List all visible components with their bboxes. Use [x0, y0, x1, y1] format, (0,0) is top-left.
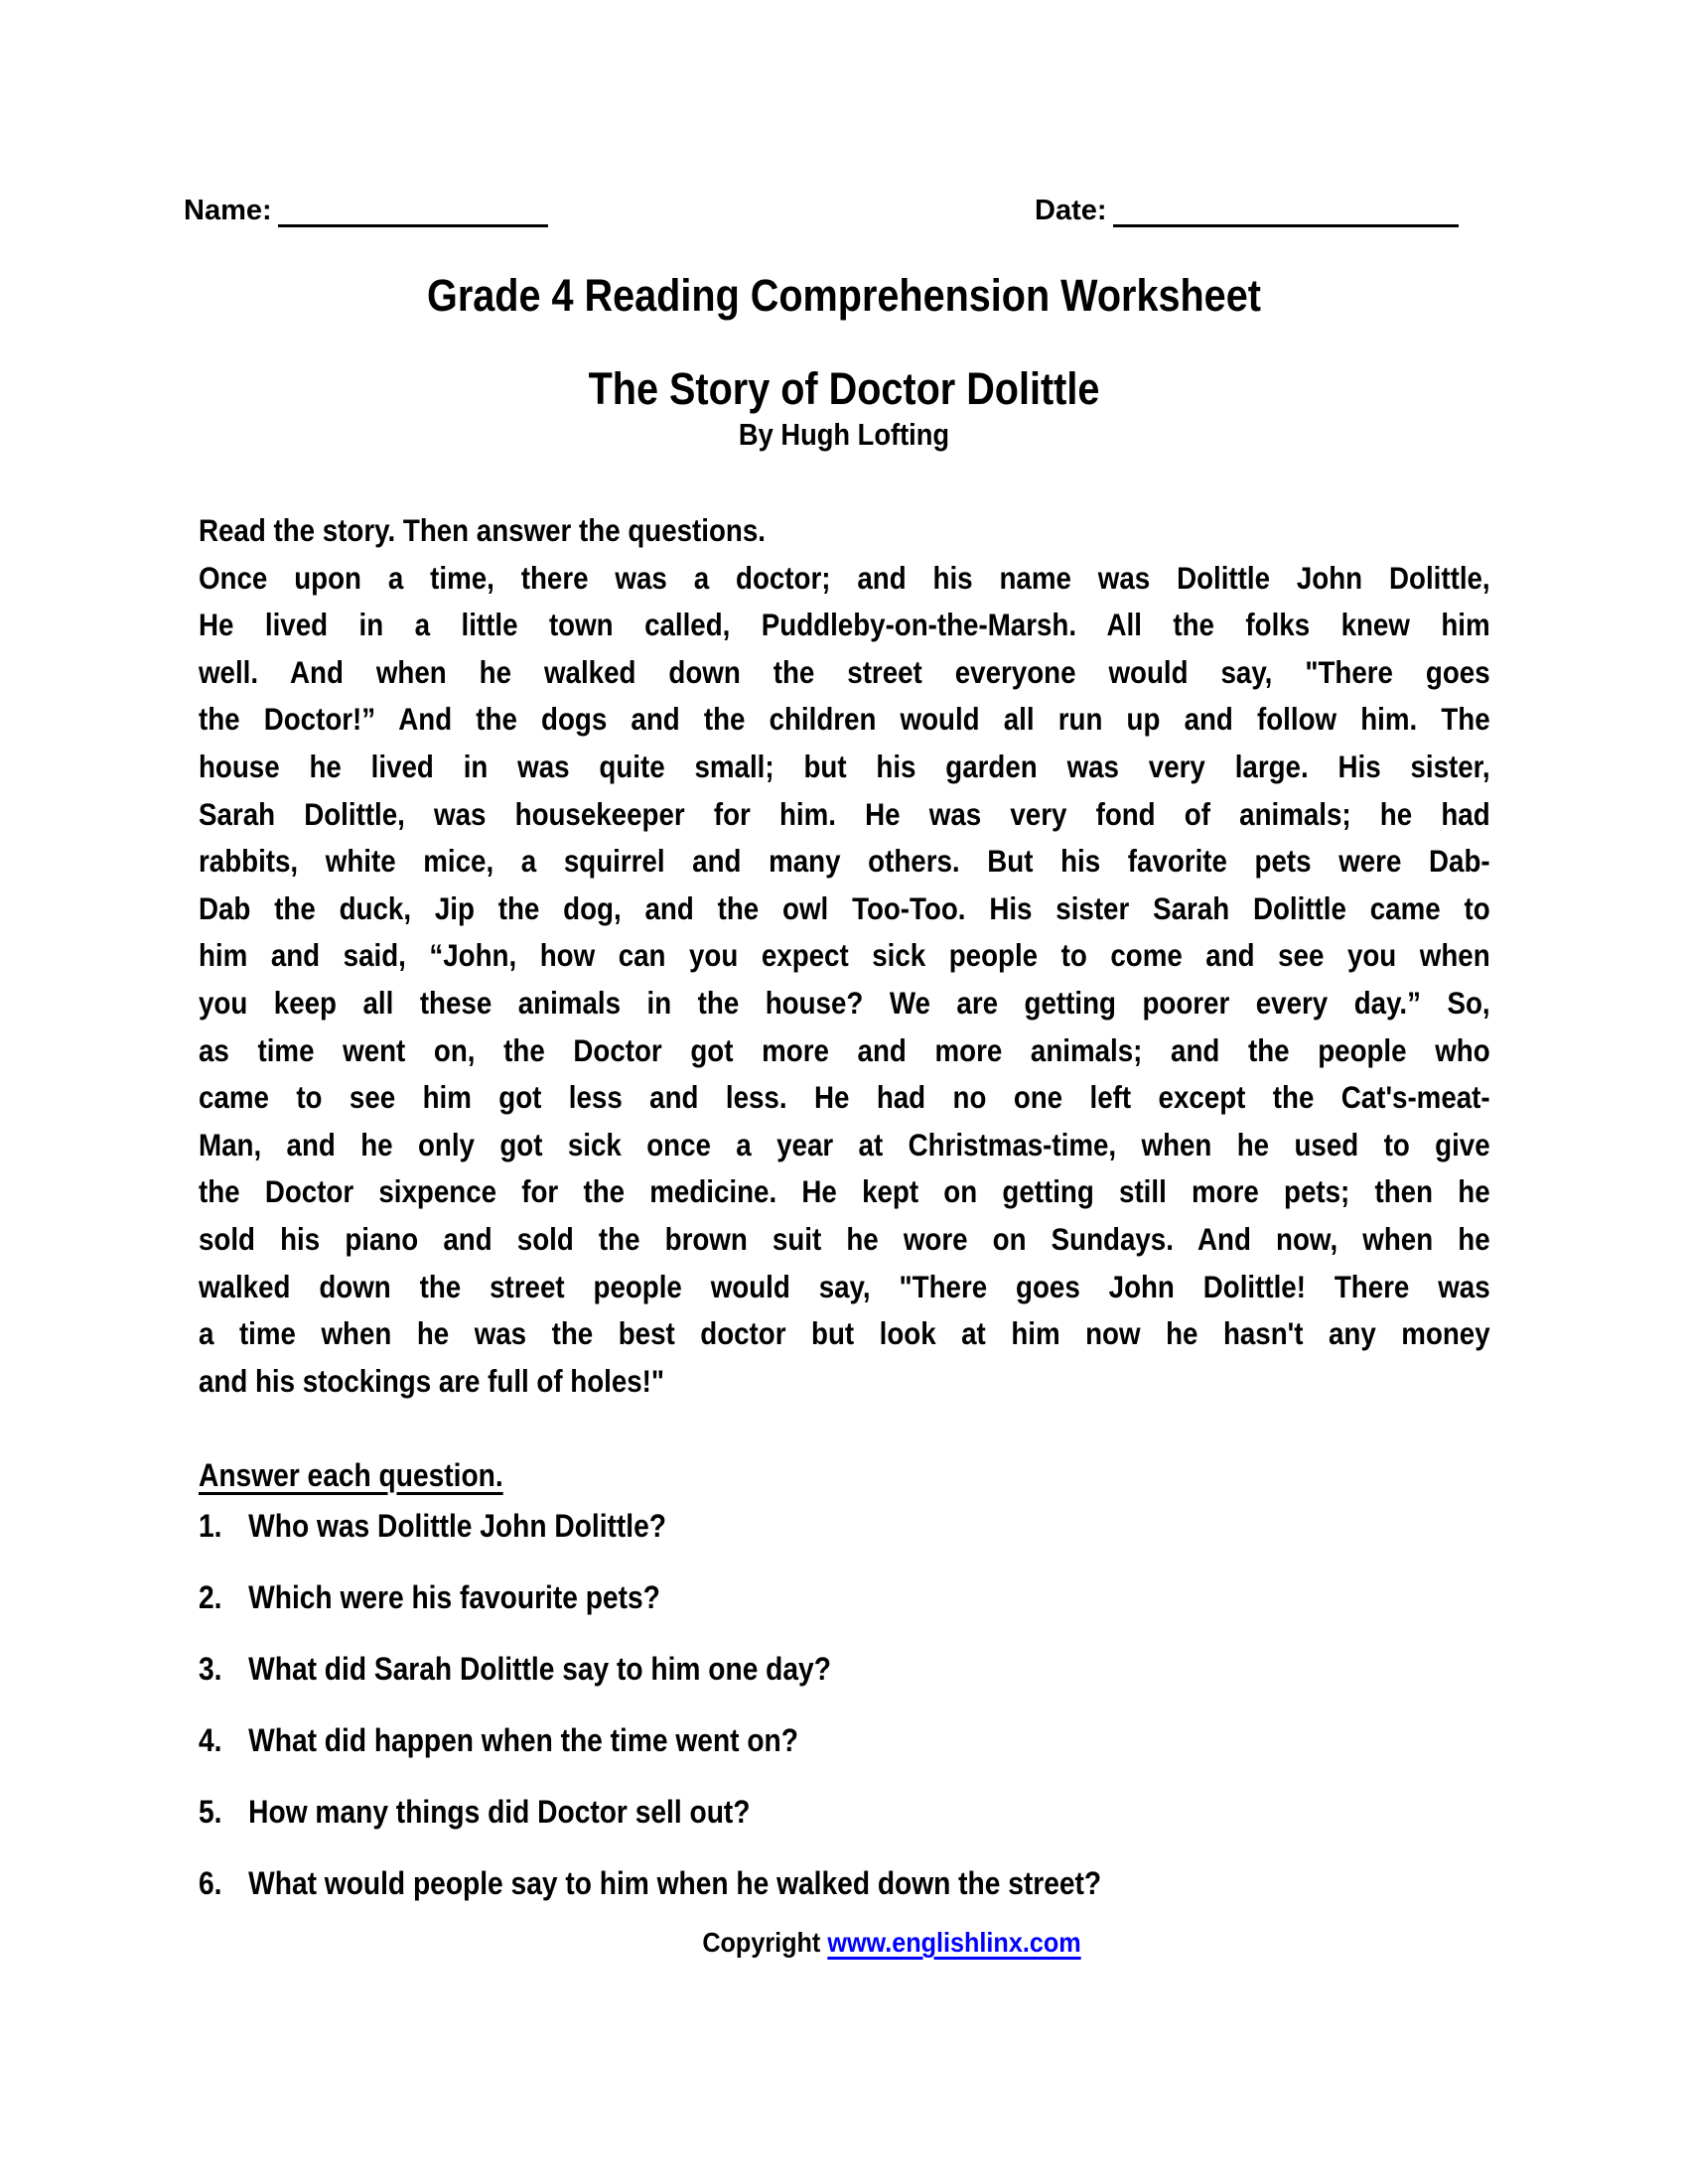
name-label: Name:: [184, 195, 272, 226]
copyright-link[interactable]: www.englishlinx.com: [827, 1927, 1081, 1958]
question-number: 5.: [199, 1794, 222, 1830]
footer: [132, 1927, 1651, 1959]
question-text: What did Sarah Dolittle say to him one day?: [248, 1651, 831, 1687]
story-line: house he lived in was quite small; but his garden was very large. His sister,: [199, 748, 1490, 784]
story-line: sold his piano and sold the brown suit he wore on Sundays. And now, when he: [199, 1220, 1490, 1257]
question-item: [199, 1724, 1490, 1757]
story-instructions: Read the story. Then answer the questions.: [199, 512, 766, 548]
question-item: [199, 1581, 1490, 1614]
story-body: [199, 507, 1490, 1405]
question-item: [199, 1510, 1490, 1543]
copyright-label: Copyright: [702, 1927, 821, 1958]
story-line: him and said, “John, how can you expect sick people to come and see you when: [199, 937, 1490, 974]
story-line: came to see him got less and less. He had no one left except the Cat's-meat-: [199, 1079, 1490, 1116]
story-line: you keep all these animals in the house? We are getting poorer every day.” So,: [199, 984, 1490, 1021]
date-field: [1035, 195, 1459, 227]
story-line: walked down the street people would say, "There goes John Dolittle! There was: [199, 1268, 1490, 1304]
story-line: the Doctor!” And the dogs and the children would all run up and follow him. The: [199, 701, 1490, 738]
question-text: Which were his favourite pets?: [248, 1579, 660, 1615]
date-blank-line: [1113, 224, 1459, 227]
name-field: [184, 195, 548, 227]
story-line: rabbits, white mice, a squirrel and many others. But his favorite pets were Dab-: [199, 843, 1490, 880]
date-label: Date:: [1035, 195, 1107, 226]
question-item: [199, 1796, 1490, 1829]
question-number: 6.: [199, 1865, 222, 1901]
question-text: How many things did Doctor sell out?: [248, 1794, 751, 1830]
question-item: [199, 1653, 1490, 1686]
question-text: What would people say to him when he walked down the street?: [248, 1865, 1102, 1901]
question-number: 2.: [199, 1579, 222, 1615]
question-number: 3.: [199, 1651, 222, 1687]
story-title: The Story of Doctor Dolittle: [588, 363, 1100, 414]
story-line: He lived in a little town called, Puddleby-on-the-Marsh. All the folks knew him: [199, 607, 1490, 643]
question-number: 1.: [199, 1508, 222, 1544]
story-author: By Hugh Lofting: [738, 417, 950, 452]
story-line: a time when he was the best doctor but look at him now he hasn't any money: [199, 1315, 1490, 1352]
question-text: What did happen when the time went on?: [248, 1722, 798, 1758]
story-line: Once upon a time, there was a doctor; and his name was Dolittle John Dolittle,: [199, 559, 1490, 596]
name-blank-line: [278, 224, 548, 227]
story-line: as time went on, the Doctor got more and more animals; and the people who: [199, 1031, 1490, 1068]
questions-heading: Answer each question.: [199, 1457, 503, 1493]
story-line: Man, and he only got sick once a year at Christmas-time, when he used to give: [199, 1126, 1490, 1162]
story-line: and his stockings are full of holes!": [199, 1362, 665, 1399]
story-line: Sarah Dolittle, was housekeeper for him. He was very fond of animals; he had: [199, 795, 1490, 832]
story-line: Dab the duck, Jip the dog, and the owl Too-Too. His sister Sarah Dolittle came to: [199, 889, 1490, 926]
story-line: well. And when he walked down the street everyone would say, "There goes: [199, 653, 1490, 690]
questions-list: [199, 1510, 1490, 1939]
question-text: Who was Dolittle John Dolittle?: [248, 1508, 666, 1544]
story-text: [199, 555, 1490, 1406]
worksheet-title: Grade 4 Reading Comprehension Worksheet: [427, 270, 1261, 321]
question-number: 4.: [199, 1722, 222, 1758]
question-item: [199, 1867, 1490, 1900]
story-line: the Doctor sixpence for the medicine. He kept on getting still more pets; then he: [199, 1173, 1490, 1210]
